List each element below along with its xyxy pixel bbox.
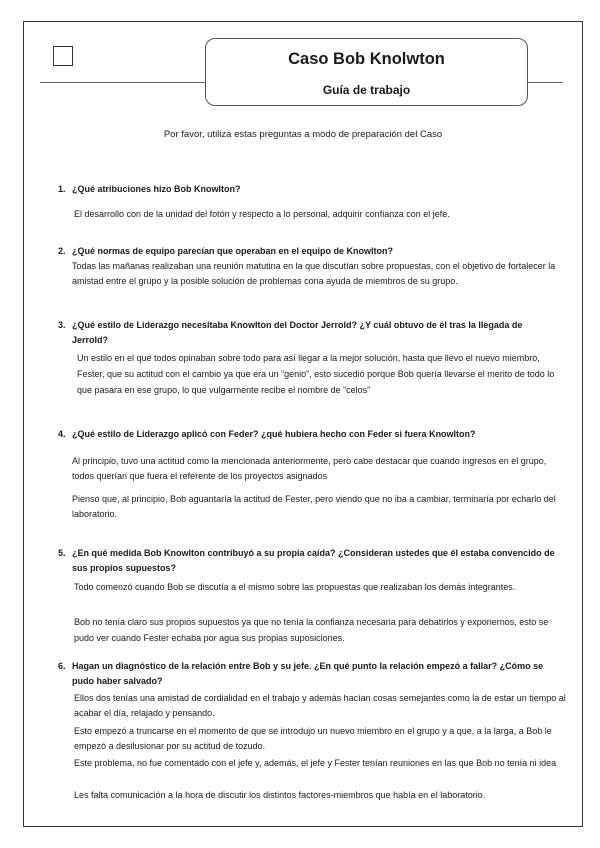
title-box — [205, 38, 528, 106]
answer-6-1: Ellos dos tenías una amistad de cordialidad en el trabajo y además hacían cosas semejantes como la de estar un tiempo al acabar el día, relajado y pensando. — [74, 693, 566, 718]
document-title: Caso Bob Knolwton — [288, 50, 445, 68]
answer-6-2: Esto empezó a truncarse en el momento de que se introdujo un nuevo miembro en el grupo y a que, a la larga, a Bob le empezó a desilusionar por su actitud de tozudo. — [74, 726, 552, 751]
question-text: ¿Qué estilo de Liderazgo aplicó con Feder? ¿qué hubiera hecho con Feder si fuera Knowlton? — [72, 429, 476, 439]
question-2 — [58, 244, 578, 259]
question-number: 2. — [58, 246, 66, 256]
question-number: 6. — [58, 661, 66, 671]
question-text: Hagan un diagnóstico de la relación entre Bob y su jefe. ¿En qué punto la relación empezó a fallar? ¿Cómo se pudo haber salvado? — [72, 661, 544, 686]
answer-6-4: Les falta comunicación a la hora de discutir los distintos factores-miembros que había en el laboratorio. — [74, 790, 486, 800]
answer-6-3: Este problema, no fue comentado con el jefe y, además, el jefe y Fester tenían reuniones en las que Bob no tenía ni idea — [74, 758, 557, 768]
question-6 — [58, 659, 558, 689]
question-4 — [58, 427, 578, 442]
answer-1-1: El desarrollo con de la unidad del fotón y respecto a lo personal, adquirir confianza con el jefe. — [74, 209, 450, 219]
question-text: ¿Qué estilo de Liderazgo necesitaba Knowlton del Doctor Jerrold? ¿Y cuál obtuvo de él tras la llegada de Jerrold? — [72, 320, 523, 345]
question-text: ¿Qué normas de equipo parecían que operaban en el equipo de Knowlton? — [72, 246, 394, 256]
header-rule-right — [525, 82, 563, 83]
question-number: 5. — [58, 548, 66, 558]
question-3 — [58, 318, 558, 348]
question-text: ¿Qué atribuciones hizo Bob Knowlton? — [72, 184, 241, 194]
answer-5-1: Todo comenzó cuando Bob se discutía a el mismo sobre las propuestas que realizaban los demás integrantes. — [74, 582, 516, 592]
checkbox[interactable] — [53, 46, 73, 66]
question-number: 1. — [58, 184, 66, 194]
question-number: 4. — [58, 429, 66, 439]
question-1 — [58, 182, 578, 197]
answer-4-1: Al principio, tuvo una actitud como la mencionada anteriormente, pero cabe destacar que cuando ingresos en el grupo, todos querían que fuera el referente de los proyectos asignados — [72, 456, 547, 481]
question-text: ¿En qué medida Bob Knowlton contribuyó a su propia caída? ¿Consideran ustedes que él estaba convencido de sus propios supuestos? — [72, 548, 555, 573]
question-number: 3. — [58, 320, 66, 330]
answer-5-2: Bob no tenía claro sus propios supuestos ya que no tenía la confianza necesaria para debatirlos y exponernos, esto se pudo ver cuando Fester echaba por agua sus propias suposiciones. — [74, 617, 549, 643]
answer-3-1: Un estilo en el que todos opinaban sobre todo para así llegar a la mejor solución, hasta que llevo el nuevo miembro, Fester, que su actitud con el cambio ya que era un “genio”, esto sucedió porque Bob quería llevarse el merito de todo lo que pasara en ese grupo, lo que vulgarmente recibe el nombre de “celos” — [77, 353, 555, 395]
intro-text: Por favor, utiliza estas preguntas a modo de preparación del Caso — [163, 129, 443, 140]
answer-4-2: Pienso que, al principio, Bob aguantaría la actitud de Fester, pero viendo que no iba a cambiar, terminaría por echarlo del laboratorio. — [72, 494, 556, 519]
document-subtitle: Guía de trabajo — [322, 83, 411, 97]
answer-2-1: Todas las mañanas realizaban una reunión matutina en la que discutían sobre propuestas, con el objetivo de fortalecer la amistad entre el grupo y la posible solución de problemas cona ayuda de miembros de su grupo. — [72, 261, 556, 286]
header-rule-left — [40, 82, 208, 83]
question-5 — [58, 546, 558, 576]
